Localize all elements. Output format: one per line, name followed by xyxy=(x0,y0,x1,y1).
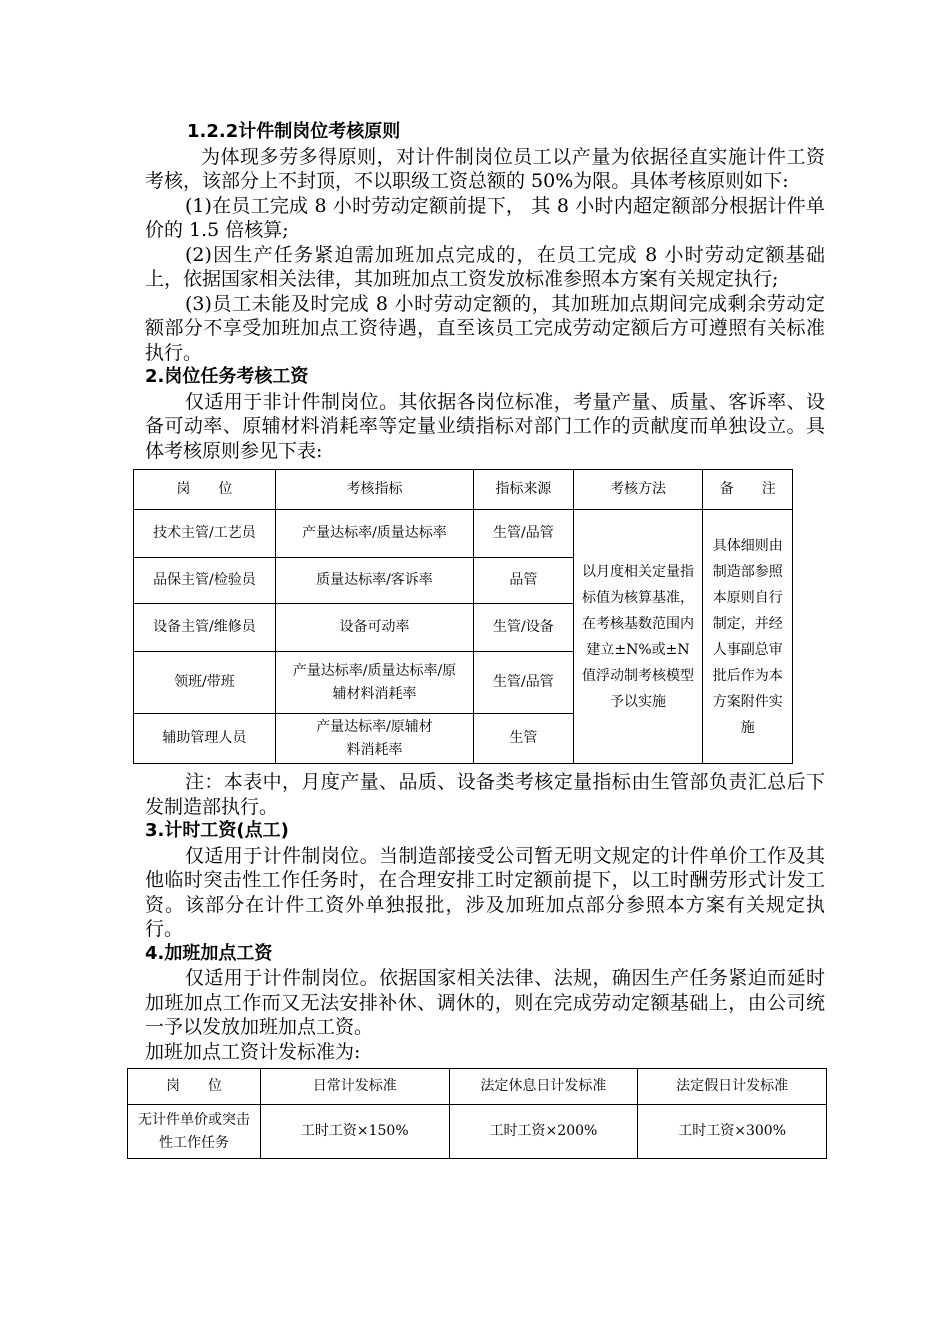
rule-item-1: (1)在员工完成 8 小时劳动定额前提下， 其 8 小时内超定额部分根据计件单价的 1.5 倍核算; xyxy=(145,194,825,241)
source-cell: 生管/设备 xyxy=(474,604,574,652)
header-cell: 岗 位 xyxy=(128,1069,261,1105)
header-cell: 法定休息日计发标准 xyxy=(449,1069,638,1105)
post-cell: 品保主管/检验员 xyxy=(134,558,276,604)
header-cell: 岗 位 xyxy=(134,470,276,510)
section-3-body: 仅适用于计件制岗位。当制造部接受公司暂无明文规定的计件单价工作及其他临时突击性工作任务时，在合理安排工时定额前提下，以工时酬劳形式计发工资。该部分在计件工资外单独报批，涉及加班加点部分参照本方案有关规定执行。 xyxy=(145,844,825,940)
section-2-title: 2.岗位任务考核工资 xyxy=(145,366,309,387)
index-cell: 产量达标率/质量达标率/原辅材料消耗率 xyxy=(275,652,473,714)
post-cell: 领班/带班 xyxy=(134,652,276,714)
assessment-table xyxy=(133,469,793,764)
overtime-pay-table xyxy=(127,1068,827,1159)
section-3-title: 3.计时工资(点工) xyxy=(145,820,289,841)
table-header-row xyxy=(128,1069,827,1105)
source-cell: 品管 xyxy=(474,558,574,604)
value-cell: 工时工资×150% xyxy=(260,1105,449,1159)
section-4-body: 仅适用于计件制岗位。依据国家相关法律、法规，确因生产任务紧迫而延时加班加点工作而又无法安排补休、调休的，则在完成劳动定额基础上，由公司统一予以发放加班加点工资。 xyxy=(145,967,825,1038)
header-cell: 指标来源 xyxy=(474,470,574,510)
post-cell: 辅助管理人员 xyxy=(134,714,276,764)
rule-item-3: (3)员工未能及时完成 8 小时劳动定额的，其加班加点期间完成剩余劳动定额部分不享受加班加点工资待遇，直至该员工完成劳动定额后方可遵照有关标准执行。 xyxy=(145,292,825,364)
remark-cell: 具体细则由制造部参照本原则自行制定，并经人事副总审批后作为本方案附件实施 xyxy=(703,510,793,764)
method-cell: 以月度相关定量指标值为核算基准，在考核基数范围内建立±N%或±N值浮动制考核模型予以实施 xyxy=(573,510,703,764)
table-note: 注：本表中，月度产量、品质、设备类考核定量指标由生管部负责汇总后下发制造部执行。 xyxy=(145,771,825,818)
post-cell: 技术主管/工艺员 xyxy=(134,510,276,558)
index-cell: 设备可动率 xyxy=(275,604,473,652)
rule-item-2: (2)因生产任务紧迫需加班加点完成的，在员工完成 8 小时劳动定额基础上，依据国家相关法律，其加班加点工资发放标准参照本方案有关规定执行; xyxy=(145,243,825,290)
header-cell: 考核指标 xyxy=(275,470,473,510)
header-cell: 考核方法 xyxy=(573,470,703,510)
source-cell: 生管/品管 xyxy=(474,652,574,714)
source-cell: 生管 xyxy=(474,714,574,764)
section-2-body: 仅适用于非计件制岗位。其依据各岗位标准，考量产量、质量、客诉率、设备可动率、原辅材料消耗率等定量业绩指标对部门工作的贡献度而单独设立。具体考核原则参见下表: xyxy=(145,390,825,462)
header-cell: 法定假日计发标准 xyxy=(638,1069,827,1105)
table-row xyxy=(128,1105,827,1159)
post-cell: 无计件单价或突击性工作任务 xyxy=(128,1105,261,1159)
overtime-standard-label: 加班加点工资计发标准为: xyxy=(145,1040,361,1063)
value-cell: 工时工资×300% xyxy=(638,1105,827,1159)
section-1-2-2-title: 1.2.2计件制岗位考核原则 xyxy=(187,121,401,142)
section-4-title: 4.加班加点工资 xyxy=(145,942,273,964)
header-cell: 日常计发标准 xyxy=(260,1069,449,1105)
index-cell: 产量达标率/原辅材料消耗率 xyxy=(275,714,473,764)
value-cell: 工时工资×200% xyxy=(449,1105,638,1159)
document-page xyxy=(137,120,825,1159)
table-row xyxy=(134,510,793,558)
section-1-2-2-intro: 为体现多劳多得原则，对计件制岗位员工以产量为依据径直实施计件工资考核，该部分上不封顶，不以职级工资总额的 50%为限。具体考核原则如下: xyxy=(145,145,825,192)
index-cell: 质量达标率/客诉率 xyxy=(275,558,473,604)
source-cell: 生管/品管 xyxy=(474,510,574,558)
header-cell: 备 注 xyxy=(703,470,793,510)
index-cell: 产量达标率/质量达标率 xyxy=(275,510,473,558)
table-header-row xyxy=(134,470,793,510)
post-cell: 设备主管/维修员 xyxy=(134,604,276,652)
